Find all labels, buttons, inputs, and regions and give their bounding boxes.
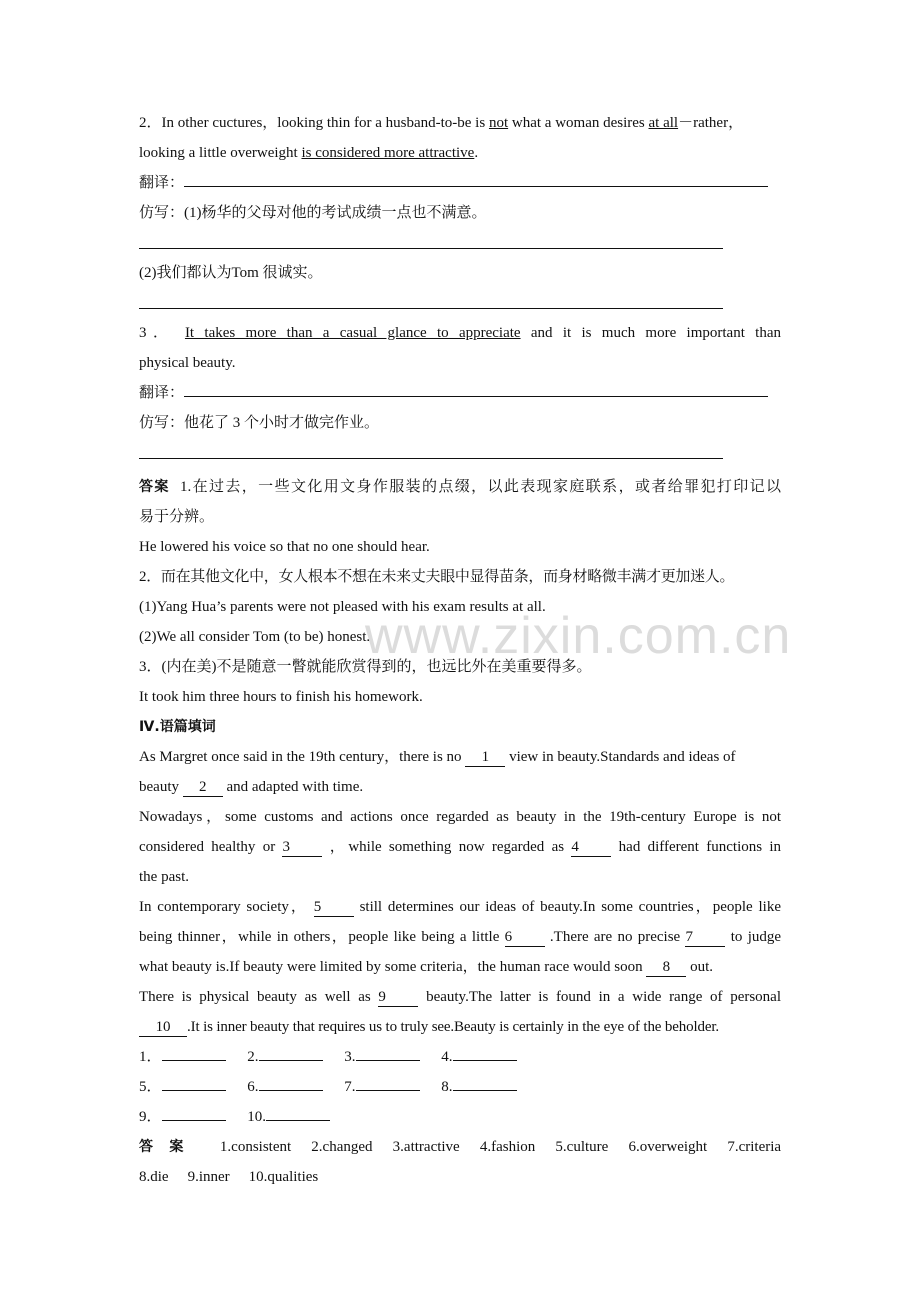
slot-number: 8.	[441, 1079, 453, 1095]
q3-imitate-answer	[139, 438, 781, 468]
passage-p2-l1	[139, 802, 781, 832]
slot-8	[441, 1072, 516, 1102]
blank-4[interactable]: 4	[571, 838, 611, 857]
answer-item: 3.attractive	[392, 1139, 460, 1155]
text: the past.	[139, 869, 189, 885]
slot-number: 4.	[441, 1049, 453, 1065]
imitate-label: 仿写：	[139, 205, 185, 221]
answers2-line-2	[139, 1162, 781, 1192]
answers1-line-1	[139, 472, 781, 502]
slot-number: 3.	[344, 1049, 356, 1065]
answer-rule[interactable]	[139, 288, 723, 309]
blank-3[interactable]: 3	[282, 838, 322, 857]
q2-imitate-1-answer	[139, 228, 781, 258]
text: beauty.The latter is found in a wide range of personal	[426, 989, 782, 1005]
text: and adapted with time.	[222, 779, 364, 795]
slot-9	[139, 1102, 226, 1132]
passage-p4-l2	[139, 1012, 781, 1042]
slot-blank[interactable]	[266, 1106, 330, 1121]
q2-imitate-2	[139, 258, 781, 288]
slot-blank[interactable]	[453, 1076, 517, 1091]
text: .It is inner beauty that requires us to truly see.Beauty is certainly in the eye of the beholder.	[187, 1019, 719, 1035]
text: －rather，	[678, 115, 744, 131]
slot-2	[247, 1042, 322, 1072]
slot-number: 1．	[139, 1049, 162, 1065]
text: still determines our ideas of beauty.In some countries，people like	[359, 899, 781, 915]
q3-translate-row	[139, 378, 781, 408]
section-title	[139, 712, 781, 742]
answer-text: It took him three hours to finish his homework.	[139, 689, 423, 705]
slot-blank[interactable]	[356, 1046, 420, 1061]
q2-translate-row	[139, 168, 781, 198]
answer-text: 易于分辨。	[139, 509, 215, 525]
answer-item: 7.criteria	[727, 1139, 782, 1155]
passage-p4-l1	[139, 982, 781, 1012]
answer-slots-row-3	[139, 1102, 781, 1132]
answer-item: 4.fashion	[479, 1139, 536, 1155]
text: In contemporary society，	[139, 899, 308, 915]
answer-text: (1)Yang Hua’s parents were not pleased with his exam results at all.	[139, 599, 546, 615]
imitate-prompt: (2)我们都认为Tom 很诚实。	[139, 265, 323, 281]
q3-line-1	[139, 318, 781, 348]
text: Nowadays，some customs and actions once regarded as beauty in the 19th-century Europe is not	[139, 809, 781, 825]
answer-item: 2.changed	[311, 1139, 373, 1155]
answers1-line-5	[139, 592, 781, 622]
blank-2[interactable]: 2	[183, 778, 223, 797]
slot-5	[139, 1072, 226, 1102]
q2-line-1	[139, 108, 781, 138]
underlined-phrase: It takes more than a casual glance to appreciate	[184, 325, 521, 341]
passage-p2-l2	[139, 832, 781, 862]
translate-label: 翻译：	[139, 175, 185, 191]
question-number: 2．	[139, 115, 162, 131]
text: to judge	[730, 929, 782, 945]
answers2-line-1	[139, 1132, 781, 1162]
blank-1[interactable]: 1	[465, 748, 505, 767]
slot-number: 2.	[247, 1049, 259, 1065]
text: had different functions in	[618, 839, 782, 855]
passage-p1-l2	[139, 772, 781, 802]
answers1-line-7	[139, 652, 781, 682]
answers1-line-3	[139, 532, 781, 562]
text: physical beauty.	[139, 355, 236, 371]
slot-blank[interactable]	[259, 1076, 323, 1091]
answer-item: 9.inner	[187, 1169, 230, 1185]
text: view in beauty.Standards and ideas of	[505, 749, 736, 765]
question-number: 3．	[139, 325, 175, 341]
text: looking a little overweight	[139, 145, 302, 161]
answer-text: (2)We all consider Tom (to be) honest.	[139, 629, 371, 645]
answer-label: 答案	[139, 1139, 200, 1155]
slot-blank[interactable]	[356, 1076, 420, 1091]
text: beauty	[139, 779, 183, 795]
slot-10	[247, 1102, 330, 1132]
answer-rule[interactable]	[139, 438, 723, 459]
answers1-line-8	[139, 682, 781, 712]
blank-7[interactable]: 7	[685, 928, 725, 947]
underlined-phrase: not	[488, 115, 509, 131]
text: ，while something now regarded as	[329, 839, 572, 855]
answer-item: 10.qualities	[248, 1169, 319, 1185]
slot-7	[344, 1072, 419, 1102]
text: out.	[686, 959, 714, 975]
translate-answer-blank[interactable]	[184, 172, 768, 187]
answer-item: 5.culture	[555, 1139, 609, 1155]
answer-text: He lowered his voice so that no one should hear.	[139, 539, 430, 555]
answer-slots-row-2	[139, 1072, 781, 1102]
slot-number: 7.	[344, 1079, 356, 1095]
answer-slots-row-1	[139, 1042, 781, 1072]
slot-3	[344, 1042, 419, 1072]
slot-number: 5．	[139, 1079, 162, 1095]
imitate-prompt: 他花了 3 个小时才做完作业。	[184, 415, 380, 431]
text: considered healthy or	[139, 839, 283, 855]
q2-imitate-2-answer	[139, 288, 781, 318]
answer-item: 6.overweight	[628, 1139, 708, 1155]
slot-number: 9．	[139, 1109, 162, 1125]
slot-6	[247, 1072, 322, 1102]
worksheet-page	[139, 108, 781, 1192]
passage-p1-l1	[139, 742, 781, 772]
watermark: www.zixin.com.cn	[365, 607, 792, 665]
q3-imitate	[139, 408, 781, 438]
answer-text: 1.在过去，一些文化用文身作服装的点缀，以此表现家庭联系，或者给罪犯打印记以	[180, 479, 781, 495]
slot-blank[interactable]	[162, 1046, 226, 1061]
slot-1	[139, 1042, 226, 1072]
answer-text: 3．(内在美)不是随意一瞥就能欣赏得到的，也远比外在美重要得多。	[139, 659, 592, 675]
slot-number: 10.	[247, 1109, 267, 1125]
q3-line-2	[139, 348, 781, 378]
answer-item: 1.consistent	[219, 1139, 292, 1155]
translate-answer-blank[interactable]	[184, 382, 768, 397]
blank-8[interactable]: 8	[646, 958, 686, 977]
text: what beauty is.If beauty were limited by some criteria，the human race would soon	[139, 959, 647, 975]
blank-9[interactable]: 9	[378, 988, 418, 1007]
text: and it is much more important than	[530, 325, 782, 341]
underlined-phrase: at all	[648, 115, 679, 131]
text: being thinner，while in others，people like being a little	[139, 929, 505, 945]
text: As Margret once said in the 19th century，there is no	[139, 749, 466, 765]
blank-10[interactable]: 10	[139, 1018, 187, 1037]
text: There is physical beauty as well as	[139, 989, 379, 1005]
passage-p2-l3	[139, 862, 781, 892]
slot-blank[interactable]	[162, 1076, 226, 1091]
blank-5[interactable]: 5	[314, 898, 354, 917]
passage-p3-l1	[139, 892, 781, 922]
slot-blank[interactable]	[259, 1046, 323, 1061]
text: .There are no precise	[549, 929, 686, 945]
section-heading: Ⅳ.语篇填词	[139, 719, 216, 735]
slot-blank[interactable]	[453, 1046, 517, 1061]
slot-blank[interactable]	[162, 1106, 226, 1121]
text: .	[474, 145, 479, 161]
answer-text: 2．而在其他文化中，女人根本不想在未来丈夫眼中显得苗条，而身材略微丰满才更加迷人。	[139, 569, 735, 585]
q2-imitate-1	[139, 198, 781, 228]
underlined-phrase: is considered more attractive	[301, 145, 475, 161]
imitate-label: 仿写：	[139, 415, 185, 431]
answer-label: 答案	[139, 479, 170, 495]
answer-rule[interactable]	[139, 228, 723, 249]
blank-6[interactable]: 6	[505, 928, 545, 947]
translate-label: 翻译：	[139, 385, 185, 401]
slot-number: 6.	[247, 1079, 259, 1095]
answer-item: 8.die	[139, 1169, 169, 1185]
answers1-line-6	[139, 622, 781, 652]
text: In other cuctures，looking thin for a husband-to-be is	[161, 115, 489, 131]
passage-p3-l2	[139, 922, 781, 952]
text: what a woman desires	[508, 115, 649, 131]
answers1-line-4	[139, 562, 781, 592]
answers1-line-2	[139, 502, 781, 532]
passage-p3-l3	[139, 952, 781, 982]
slot-4	[441, 1042, 516, 1072]
imitate-prompt: (1)杨华的父母对他的考试成绩一点也不满意。	[184, 205, 487, 221]
q2-line-2	[139, 138, 781, 168]
